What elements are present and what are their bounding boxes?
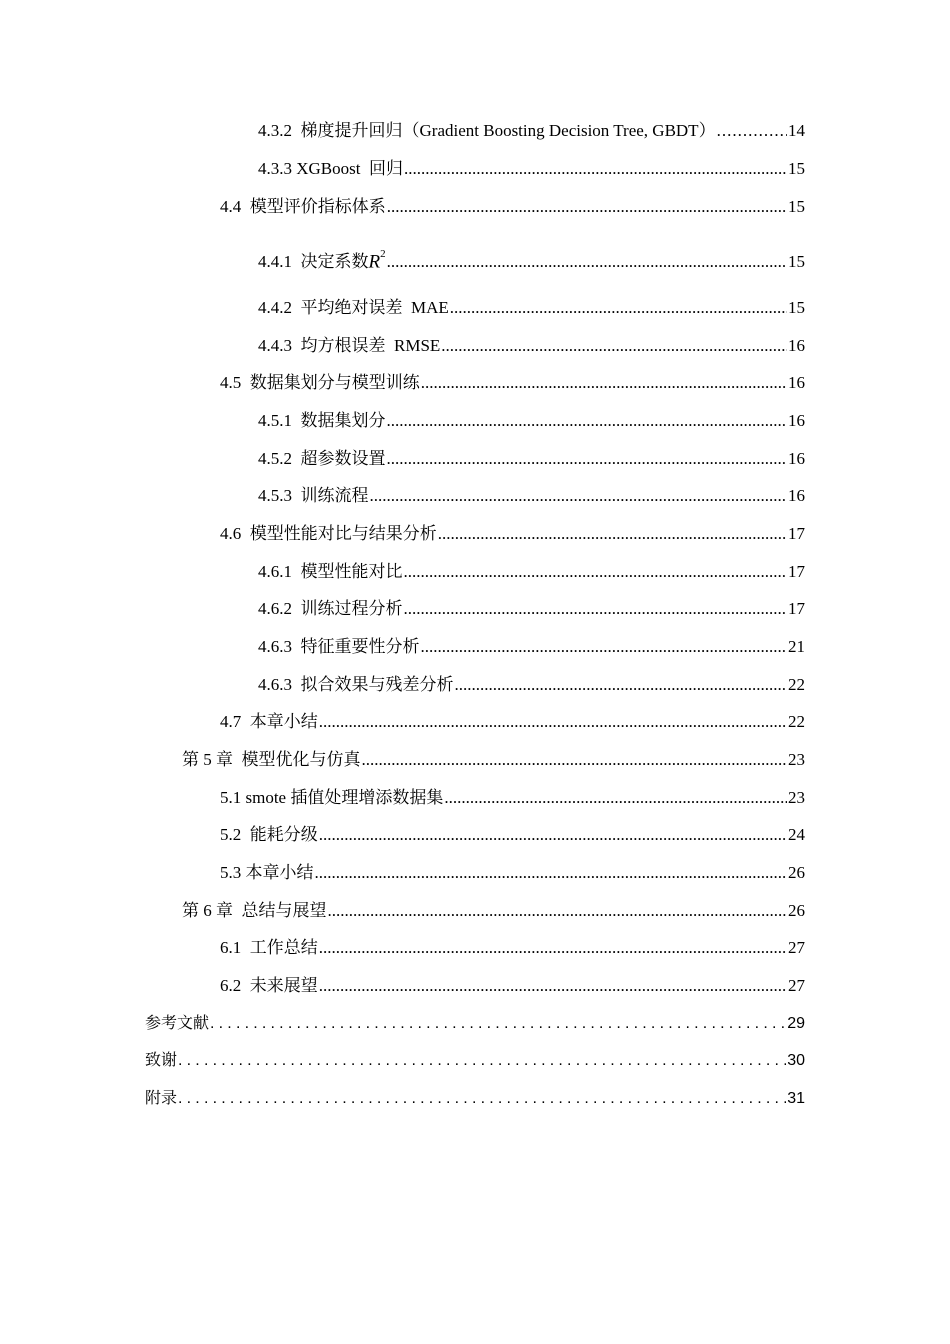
toc-entry-label: 5.2 能耗分级 — [220, 825, 318, 844]
toc-entry-label: 4.5.1 数据集划分 — [258, 411, 386, 430]
toc-entry-4-7[interactable] — [220, 707, 805, 733]
toc-leader-dots — [444, 787, 787, 809]
toc-leader-dots — [178, 1088, 786, 1110]
toc-entry-label: 4.7 本章小结 — [220, 712, 318, 731]
toc-entry-label: 致谢 — [145, 1052, 178, 1069]
toc-entry-6-2[interactable] — [220, 971, 805, 997]
toc-entry-label: 4.4.3 均方根误差 RMSE — [258, 336, 441, 355]
toc-entry-label: 4.6 模型性能对比与结果分析 — [220, 524, 437, 543]
toc-page-number: 31 — [787, 1090, 805, 1107]
toc-entry-4-5-2[interactable] — [258, 444, 805, 470]
toc-leader-dots — [319, 824, 787, 846]
toc-entry-label: 4.5.2 超参数设置 — [258, 449, 386, 468]
toc-entry-label: 4.3.2 梯度提升回归（Gradient Boosting Decision Tree, GBDT） — [258, 121, 716, 140]
toc-entry-label: 附录 — [145, 1090, 178, 1107]
toc-entry-6-1[interactable] — [220, 933, 805, 959]
toc-entry-label: 5.1 smote 插值处理增添数据集 — [220, 788, 444, 807]
toc-leader-dots — [455, 674, 788, 696]
toc-leader-dots — [404, 598, 788, 620]
toc-entry-label: 4.4 模型评价指标体系 — [220, 197, 386, 216]
toc-entry-appendix[interactable] — [145, 1084, 805, 1110]
toc-entry-4-3-2[interactable] — [258, 116, 805, 142]
toc-leader-dots — [450, 297, 787, 319]
toc-leader-dots — [362, 749, 788, 771]
toc-leader-dots — [319, 975, 787, 997]
toc-page-number: 15 — [788, 298, 805, 317]
toc-entry-label: 第 5 章 模型优化与仿真 — [182, 750, 361, 769]
toc-leader-dots — [387, 448, 788, 470]
toc-entry-4-6-3-features[interactable] — [258, 632, 805, 658]
toc-entry-label: 4.4.2 平均绝对误差 MAE — [258, 298, 449, 317]
toc-entry-label: 第 6 章 总结与展望 — [182, 901, 327, 920]
toc-entry-label: 4.5.3 训练流程 — [258, 486, 369, 505]
toc-leader-dots — [319, 711, 787, 733]
toc-page-number: 16 — [788, 449, 805, 468]
toc-entry-4-3-3[interactable] — [258, 154, 805, 180]
toc-entry-acknowledgements[interactable] — [145, 1046, 805, 1072]
toc-page-number: 15 — [788, 159, 805, 178]
toc-leader-dots — [404, 158, 787, 180]
toc-leader-dots — [387, 410, 788, 432]
toc-page-number: 16 — [788, 336, 805, 355]
toc-leader-dots — [421, 372, 787, 394]
toc-entry-chapter-5[interactable] — [182, 745, 805, 771]
toc-page-number: 17 — [788, 599, 805, 618]
toc-leader-dots — [210, 1013, 786, 1035]
toc-entry-5-2[interactable] — [220, 820, 805, 846]
toc-leader-dots — [178, 1050, 786, 1072]
toc-entry-label: 4.5 数据集划分与模型训练 — [220, 373, 420, 392]
toc-leader-dots — [404, 561, 788, 583]
toc-page-number: 30 — [787, 1052, 805, 1069]
toc-leader-dots — [319, 937, 787, 959]
toc-entry-label: 4.3.3 XGBoost 回归 — [258, 159, 403, 178]
toc-entry-label: 5.3 本章小结 — [220, 863, 314, 882]
toc-entry-4-5-3[interactable] — [258, 481, 805, 507]
toc-entry-label: 4.6.2 训练过程分析 — [258, 599, 403, 618]
toc-leader-dots — [387, 196, 787, 218]
toc-leader-dots — [438, 523, 787, 545]
toc-page-number: 26 — [788, 901, 805, 920]
toc-entry-label: 4.4.1 决定系数 — [258, 252, 369, 271]
toc-page-number: 24 — [788, 825, 805, 844]
toc-leader-dots — [315, 862, 788, 884]
toc-leader-dots — [370, 485, 788, 507]
toc-entry-5-1[interactable] — [220, 783, 805, 809]
toc-entry-label: 4.6.1 模型性能对比 — [258, 562, 403, 581]
toc-page-number: 22 — [788, 675, 805, 694]
toc-entry-chapter-6[interactable] — [182, 896, 805, 922]
toc-entry-4-4-3[interactable] — [258, 331, 805, 357]
toc-page-number: 23 — [788, 750, 805, 769]
toc-page-number: 16 — [788, 486, 805, 505]
toc-entry-4-5-1[interactable] — [258, 406, 805, 432]
toc-leader-dots — [441, 335, 787, 357]
toc-leader-dots — [387, 251, 787, 273]
toc-page-number: 17 — [788, 562, 805, 581]
toc-entry-label: 6.1 工作总结 — [220, 938, 318, 957]
math-symbol-r-squared: $R^2$ — [368, 247, 386, 272]
toc-page-number: 21 — [788, 637, 805, 656]
toc-entry-label: 4.6.3 特征重要性分析 — [258, 637, 420, 656]
toc-page-number: 26 — [788, 863, 805, 882]
toc-page-number: 23 — [788, 788, 805, 807]
toc-entry-4-5[interactable] — [220, 368, 805, 394]
toc-leader-dots — [717, 120, 787, 142]
toc-entry-label: 4.6.3 拟合效果与残差分析 — [258, 675, 454, 694]
toc-leader-dots — [421, 636, 788, 658]
toc-page-number: 16 — [788, 411, 805, 430]
toc-page-number: 14 — [788, 121, 805, 140]
toc-page-number: 22 — [788, 712, 805, 731]
toc-entry-4-4-2[interactable] — [258, 293, 805, 319]
toc-page-number: 17 — [788, 524, 805, 543]
toc-entry-label: 参考文献 — [145, 1015, 210, 1032]
toc-entry-4-4[interactable] — [220, 192, 805, 218]
toc-page-number: 16 — [788, 373, 805, 392]
toc-page-number: 27 — [788, 976, 805, 995]
toc-page-number: 15 — [788, 197, 805, 216]
toc-page-number: 27 — [788, 938, 805, 957]
toc-entry-4-6-3-residuals[interactable] — [258, 670, 805, 696]
toc-entry-label: 6.2 未来展望 — [220, 976, 318, 995]
toc-entry-4-6-1[interactable] — [258, 557, 805, 583]
toc-page-number: 29 — [787, 1015, 805, 1032]
toc-entry-4-4-1[interactable] — [258, 245, 805, 273]
toc-entry-4-6-2[interactable] — [258, 594, 805, 620]
toc-leader-dots — [328, 900, 788, 922]
toc-entry-5-3[interactable] — [220, 858, 805, 884]
toc-page-number: 15 — [788, 252, 805, 271]
toc-entry-4-6[interactable] — [220, 519, 805, 545]
toc-entry-references[interactable] — [145, 1009, 805, 1035]
